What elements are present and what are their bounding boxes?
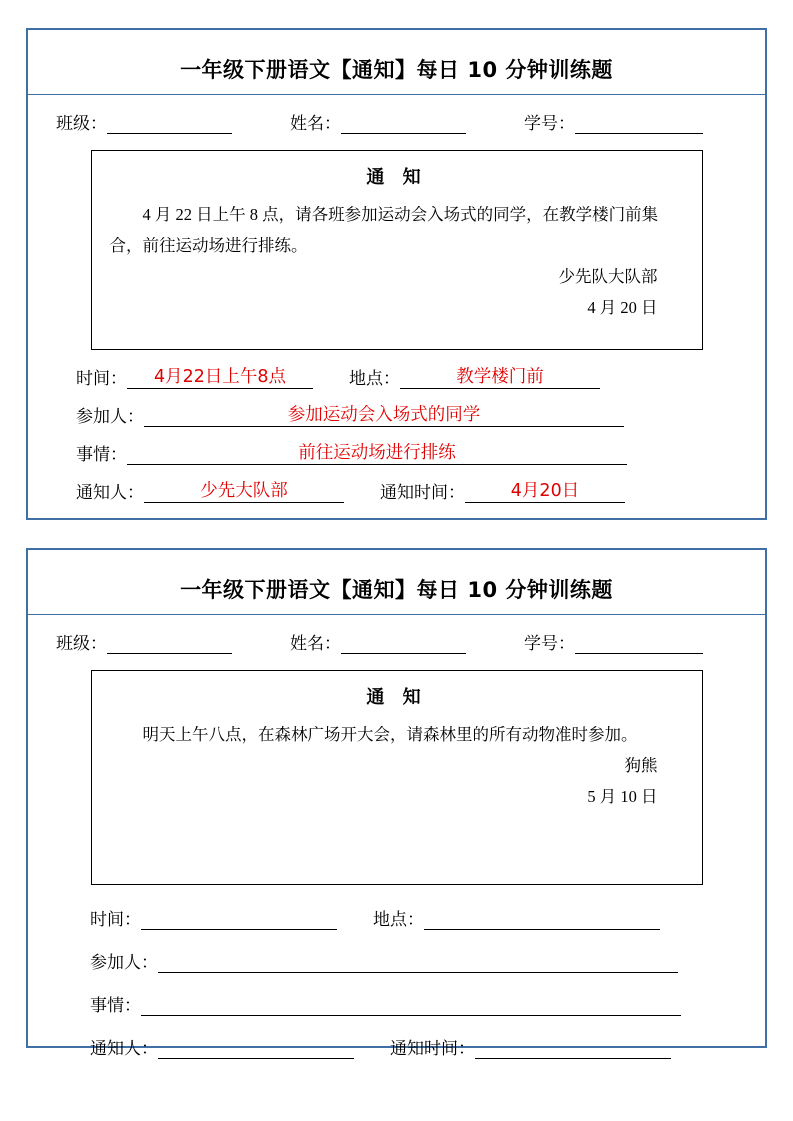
answer-row-time-place-2: [90, 905, 729, 930]
answer-row-time-place: [76, 364, 729, 389]
matter-answer-value: 前往运动场进行排练: [298, 443, 456, 463]
class-field-2: [56, 629, 232, 654]
participants-answer-field-2[interactable]: [158, 952, 678, 973]
worksheet-1: [26, 28, 767, 520]
name-field-2: [290, 629, 466, 654]
participants-label: 参加人：: [76, 407, 144, 426]
student-info-row: [50, 109, 743, 134]
answer-row-notifier-2: [90, 1034, 729, 1059]
student-number-label: 学号：: [524, 114, 575, 133]
place-label-2: 地点：: [373, 910, 424, 929]
place-answer-field-2[interactable]: [424, 909, 660, 930]
name-field: [290, 109, 466, 134]
notify-time-label-2: 通知时间：: [390, 1039, 475, 1058]
participants-label-2: 参加人：: [90, 953, 158, 972]
student-number-input-blank[interactable]: [575, 116, 703, 134]
notice-box: [91, 150, 703, 350]
title-divider-2: [28, 614, 765, 615]
time-label: 时间：: [76, 369, 127, 388]
class-input-blank-2[interactable]: [107, 636, 232, 654]
participants-answer-field[interactable]: [144, 403, 624, 427]
time-label-2: 时间：: [90, 910, 141, 929]
place-answer-value: 教学楼门前: [456, 367, 544, 387]
answer-row-participants-2: [90, 948, 729, 973]
notice-body-text-2: 明天上午八点，在森林广场开大会，请森林里的所有动物准时参加。: [142, 725, 638, 744]
student-number-label-2: 学号：: [524, 634, 575, 653]
time-answer-value: 4月22日上午8点: [153, 367, 287, 387]
notify-time-answer-value: 4月20日: [510, 481, 580, 501]
answer-row-matter: [76, 440, 729, 465]
notifier-answer-value: 少先大队部: [200, 481, 288, 501]
notice-body-text: 4 月 22 日上午 8 点，请各班参加运动会入场式的同学，在教学楼门前集合，前往运动场进行排练。: [109, 205, 659, 255]
notice-signature: 少先队大队部: [558, 267, 658, 286]
notify-time-answer-field[interactable]: [465, 479, 625, 503]
name-input-blank-2[interactable]: [341, 636, 466, 654]
answers-block: [50, 364, 743, 503]
notice-box-2: [91, 670, 703, 885]
place-answer-field[interactable]: [400, 365, 600, 389]
answer-row-notifier: [76, 478, 729, 503]
student-number-field: [524, 109, 703, 134]
matter-label-2: 事情：: [90, 996, 141, 1015]
place-label: 地点：: [349, 369, 400, 388]
notifier-label-2: 通知人：: [90, 1039, 158, 1058]
answers-block-2: [50, 905, 743, 1059]
answer-row-participants: [76, 402, 729, 427]
student-number-input-blank-2[interactable]: [575, 636, 703, 654]
student-info-row-2: [50, 629, 743, 654]
notice-date-2: 5 月 10 日: [587, 787, 658, 806]
matter-answer-field-2[interactable]: [141, 995, 681, 1016]
name-label-2: 姓名：: [290, 634, 341, 653]
class-label: 班级：: [56, 114, 107, 133]
class-input-blank[interactable]: [107, 116, 232, 134]
matter-answer-field[interactable]: [127, 441, 627, 465]
worksheet-title-2: 一年级下册语文【通知】每日 10 分钟训练题: [180, 578, 613, 602]
time-answer-field-2[interactable]: [141, 909, 337, 930]
notifier-answer-field[interactable]: [144, 479, 344, 503]
worksheet-2: [26, 548, 767, 1058]
student-number-field-2: [524, 629, 703, 654]
notifier-label: 通知人：: [76, 483, 144, 502]
name-label: 姓名：: [290, 114, 341, 133]
notifier-answer-field-2[interactable]: [158, 1038, 354, 1059]
class-label-2: 班级：: [56, 634, 107, 653]
title-divider: [28, 94, 765, 95]
notify-time-answer-field-2[interactable]: [475, 1038, 671, 1059]
class-field: [56, 109, 232, 134]
notify-time-label: 通知时间：: [380, 483, 465, 502]
notice-heading: 通 知: [366, 167, 427, 188]
answer-row-matter-2: [90, 991, 729, 1016]
notice-heading-2: 通 知: [366, 687, 427, 708]
notice-signature-2: 狗熊: [624, 756, 658, 775]
notice-date: 4 月 20 日: [587, 298, 658, 317]
name-input-blank[interactable]: [341, 116, 466, 134]
time-answer-field[interactable]: [127, 365, 313, 389]
participants-answer-value: 参加运动会入场式的同学: [287, 405, 481, 425]
worksheet-title: 一年级下册语文【通知】每日 10 分钟训练题: [180, 58, 613, 82]
matter-label: 事情：: [76, 445, 127, 464]
